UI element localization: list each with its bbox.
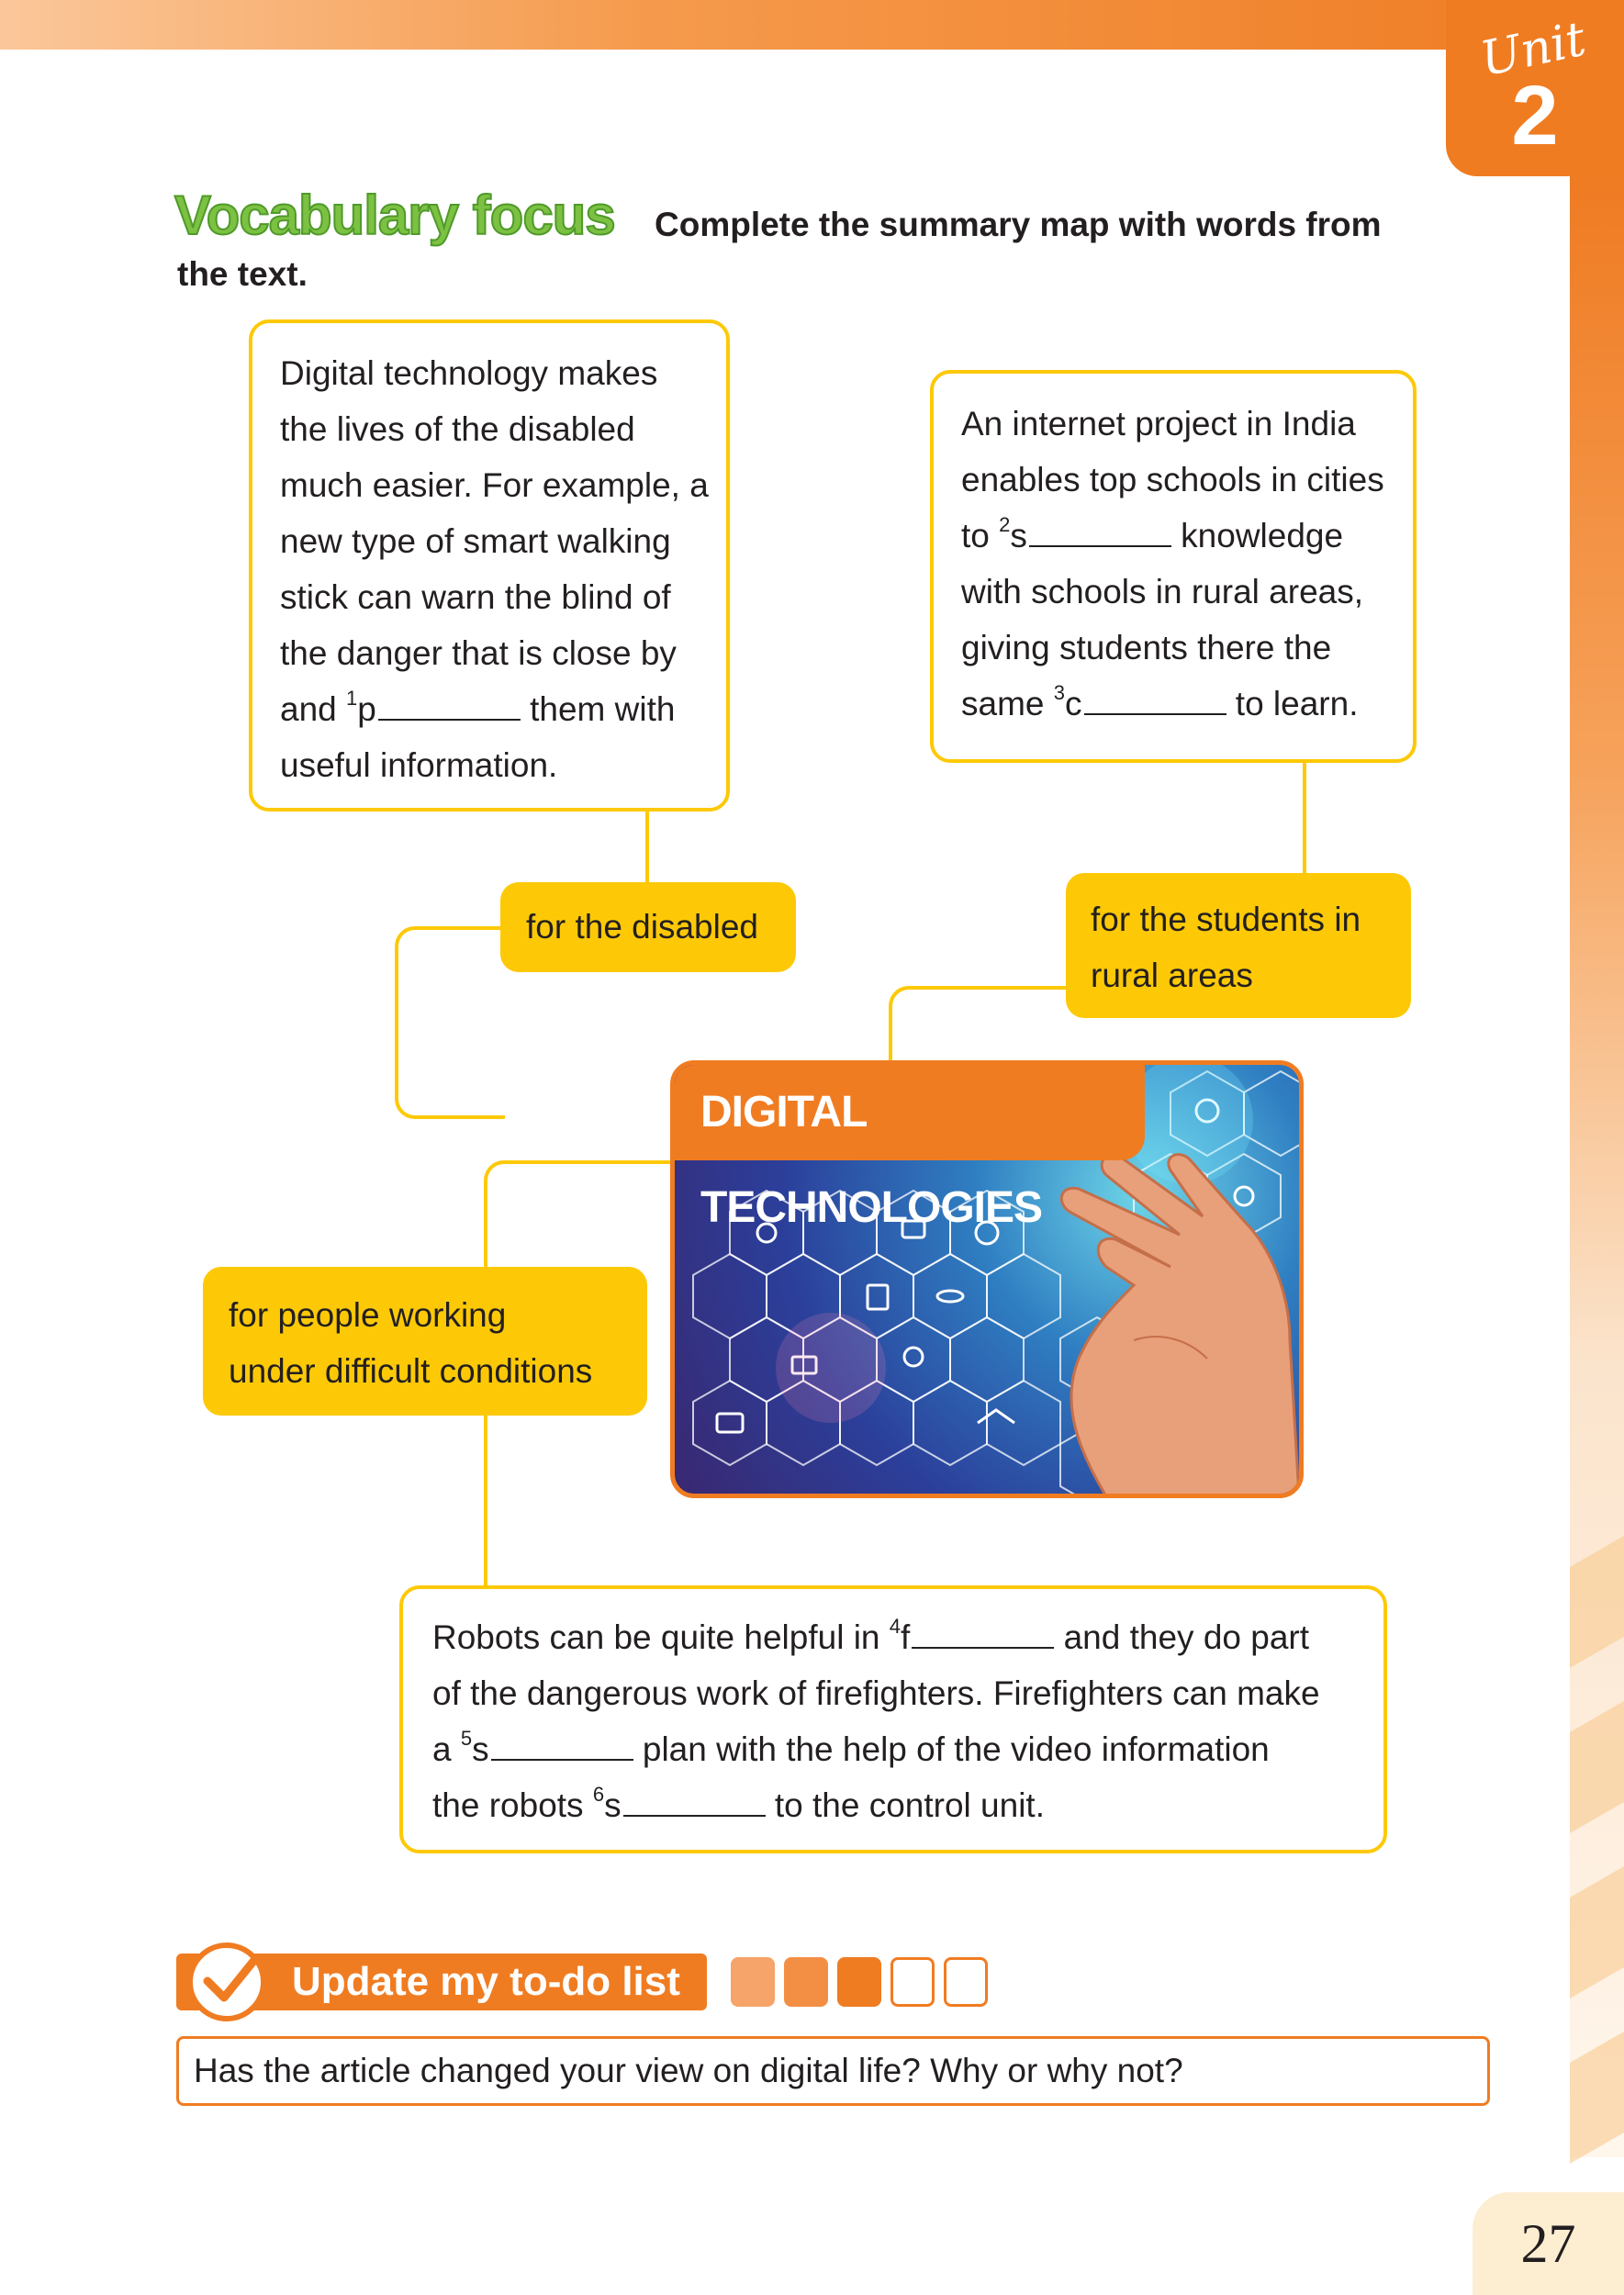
box-line: enables top schools in cities [961,461,1384,498]
box-line: the danger that is close by [280,634,677,672]
progress-square-empty [944,1957,988,2007]
unit-number: 2 [1511,69,1559,162]
box-line: stick can warn the blind of [280,578,671,616]
connector-line [484,1414,487,1588]
checkmark-icon [187,1942,266,2021]
blank-number: 6 [592,1782,605,1806]
blank-3[interactable] [1084,686,1226,715]
box-line: to $^2$s knowledge [961,512,1344,554]
page-number: 27 [1473,2192,1624,2295]
blank-5[interactable] [491,1731,633,1761]
discussion-question: Has the article changed your view on digital life? Why or why not? [176,2036,1490,2106]
summary-box-robots [399,1585,1387,1853]
side-stripe [1570,174,1624,2157]
label-for-the-disabled: for the disabled [500,882,796,972]
top-banner [0,0,1624,50]
blank-number: 5 [460,1726,473,1750]
blank-number: 3 [1053,680,1066,704]
unit-word: Unit [1475,11,1591,88]
progress-square-filled [731,1957,775,2007]
connector-line [645,812,649,883]
todo-label: Update my to-do list [176,1954,707,2010]
box-line: Robots can be quite helpful in $^4$f and they do part [432,1614,1310,1656]
instruction-text [177,200,1462,299]
box-line: a $^5$s plan with the help of the video information [432,1726,1270,1768]
connector-line [395,926,505,1119]
label-for-workers: for people working under difficult conditions [203,1267,647,1416]
progress-square-filled [784,1957,828,2007]
box-line: same $^3$c to learn. [961,680,1359,722]
unit-tab [1446,0,1624,176]
box-line: giving students there the [961,629,1332,666]
box-line: the robots $^6$s to the control unit. [432,1782,1045,1824]
blank-1[interactable] [378,691,521,721]
box-line: An internet project in India [961,405,1356,442]
label-for-students: for the students in rural areas [1066,873,1411,1018]
summary-box-students [930,370,1417,763]
blank-4[interactable] [912,1619,1054,1649]
connector-line [484,1160,677,1272]
box-line: useful information. [280,746,558,784]
section-title: Vocabulary focus [174,185,615,246]
summary-box-disabled [249,319,730,812]
connector-line [1303,762,1306,874]
box-line: much easier. For example, a [280,466,709,504]
connector-line [889,986,1070,1065]
progress-square-filled [837,1957,881,2007]
center-title: DIGITAL TECHNOLOGIES [675,1065,1145,1160]
box-line: with schools in rural areas, [961,573,1364,610]
digital-technologies-image [670,1060,1304,1498]
box-line: the lives of the disabled [280,410,635,448]
instruction-line1: Complete the summary map with words from [655,206,1382,243]
box-line: Digital technology makes [280,354,658,392]
blank-2[interactable] [1029,518,1171,547]
blank-number: 4 [889,1614,902,1638]
box-line: of the dangerous work of firefighters. Firefighters can make [432,1674,1320,1712]
blank-6[interactable] [623,1787,766,1817]
instruction-line2: the text. [177,255,308,293]
box-line: new type of smart walking [280,522,671,560]
blank-number: 2 [999,512,1011,536]
progress-square-empty [890,1957,935,2007]
box-line: and $^1$p them with [280,686,676,728]
blank-number: 1 [346,686,358,710]
